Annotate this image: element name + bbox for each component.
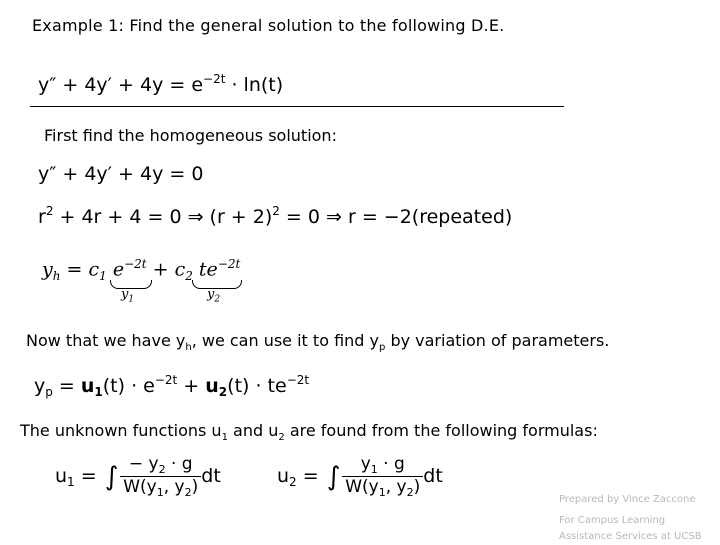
characteristic-ode: y″ + 4y′ + 4y = 0 [38,163,204,185]
particular-solution: $y_p = u_1(t) \cdot e^{-2t} + u_2(t) \cdot te^{-2t}$ [34,373,310,399]
formula-u1: $u_1$ = ∫ $\frac{- y_2 \cdot g}{W(y_1, y_2)}$ dt [55,454,221,499]
credit-line-1: Prepared by Vince Zaccone [559,494,696,505]
credit-note [559,492,702,545]
credit-line-3: Assistance Services at UCSB [559,531,702,542]
credit-line-2: For Campus Learning [559,515,666,526]
fraction-u1: $\frac{- y_2 \cdot g}{W(y_1, y_2)}$ [120,454,201,499]
divider-line [30,106,564,107]
label-y1: $y_1$ [121,287,135,305]
homogeneous-heading: First find the homogeneous solution: [44,126,337,145]
characteristic-equation: $r^2 + 4r + 4 = 0$ ⇒ $(r + 2)^2 = 0$ ⇒ r = −2(repeated) [38,204,513,228]
unknowns-text: The unknown functions $u_1$ and $u_2$ are found from the following formulas: [20,421,598,444]
formula-u2: $u_2$ = ∫ $\frac{y_1 \cdot g}{W(y_1, y_2)}$ dt [277,454,443,499]
equation-lhs: y″ + 4y′ + 4y = e [38,74,204,96]
integral-sign: ∫ [326,461,341,492]
integral-sign: ∫ [104,461,119,492]
variation-text: Now that we have $y_h$, we can use it to find $y_p$ by variation of parameters. [26,331,610,354]
equation-rhs: · ln(t) [225,74,284,96]
page-title: Example 1: Find the general solution to the following D.E. [32,16,505,35]
equation-exponent: −2t [203,72,226,86]
fraction-u2: $\frac{y_1 \cdot g}{W(y_1, y_2)}$ [342,454,423,499]
homogeneous-solution: $y_h = c_1$ $e^{-2t} + c_2$ $te^{-2t}$ [42,257,241,284]
label-y2: $y_2$ [207,287,221,305]
differential-equation [38,72,283,96]
